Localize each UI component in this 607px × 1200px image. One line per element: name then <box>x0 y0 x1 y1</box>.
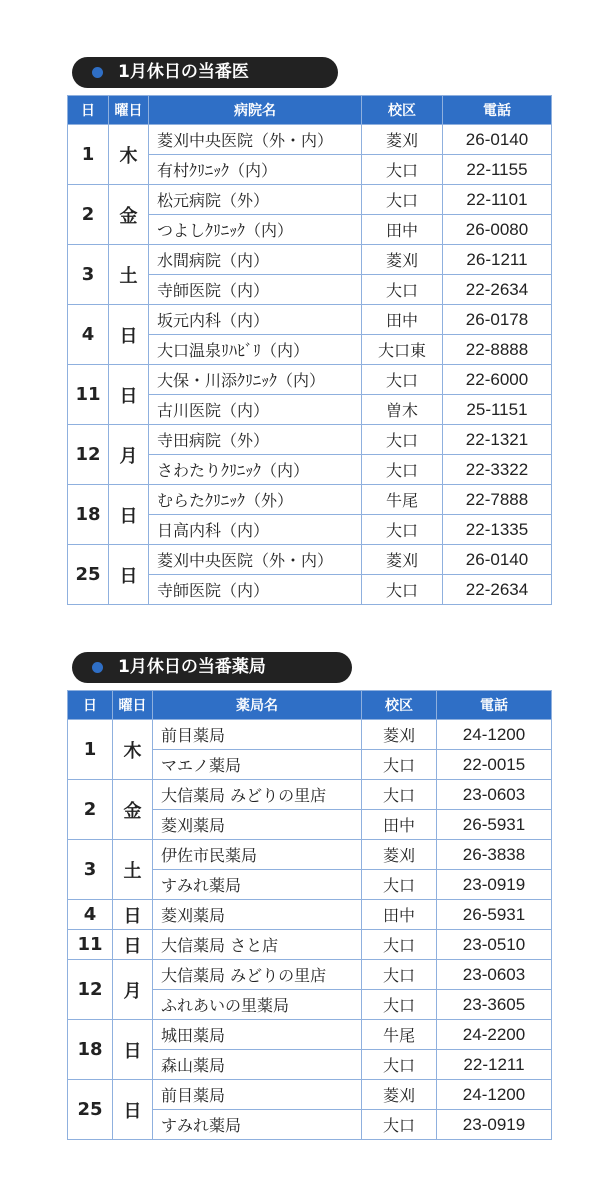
day-cell: 11 <box>68 365 109 425</box>
name-cell: 水間病院（内） <box>149 245 362 275</box>
name-cell: 寺師医院（内） <box>149 575 362 605</box>
phone-cell: 22-3322 <box>443 455 552 485</box>
weekday-cell: 日 <box>113 900 153 930</box>
district-cell: 菱刈 <box>362 1080 437 1110</box>
phone-cell: 23-0919 <box>437 1110 552 1140</box>
table-row <box>68 545 552 575</box>
phone-cell: 26-0140 <box>443 545 552 575</box>
weekday-cell: 土 <box>109 245 149 305</box>
header-day: 日 <box>68 96 109 125</box>
phone-cell: 22-1335 <box>443 515 552 545</box>
phone-cell: 23-0603 <box>437 780 552 810</box>
district-cell: 大口 <box>362 515 443 545</box>
table-row <box>68 1080 552 1110</box>
day-cell: 18 <box>68 1020 113 1080</box>
day-cell: 12 <box>68 960 113 1020</box>
weekday-cell: 月 <box>109 425 149 485</box>
district-cell: 菱刈 <box>362 545 443 575</box>
name-cell: マエノ薬局 <box>153 750 362 780</box>
phone-cell: 26-0080 <box>443 215 552 245</box>
table-row <box>68 485 552 515</box>
district-cell: 田中 <box>362 305 443 335</box>
district-cell: 大口 <box>362 870 437 900</box>
name-cell: 前目薬局 <box>153 720 362 750</box>
header-day: 日 <box>68 691 113 720</box>
name-cell: 菱刈中央医院（外・内） <box>149 545 362 575</box>
header-district: 校区 <box>362 691 437 720</box>
district-cell: 田中 <box>362 810 437 840</box>
phone-cell: 23-3605 <box>437 990 552 1020</box>
name-cell: 大保・川添ｸﾘﾆｯｸ（内） <box>149 365 362 395</box>
day-cell: 12 <box>68 425 109 485</box>
district-cell: 大口 <box>362 185 443 215</box>
phone-cell: 23-0603 <box>437 960 552 990</box>
name-cell: 前目薬局 <box>153 1080 362 1110</box>
name-cell: 大信薬局 みどりの里店 <box>153 780 362 810</box>
name-cell: 大信薬局 さと店 <box>153 930 362 960</box>
day-cell: 2 <box>68 185 109 245</box>
header-name: 病院名 <box>149 96 362 125</box>
phone-cell: 22-1211 <box>437 1050 552 1080</box>
name-cell: すみれ薬局 <box>153 1110 362 1140</box>
name-cell: むらたｸﾘﾆｯｸ（外） <box>149 485 362 515</box>
district-cell: 大口 <box>362 960 437 990</box>
phone-cell: 24-2200 <box>437 1020 552 1050</box>
weekday-cell: 土 <box>113 840 153 900</box>
table-row <box>68 245 552 275</box>
district-cell: 大口 <box>362 425 443 455</box>
weekday-cell: 日 <box>113 1020 153 1080</box>
district-cell: 大口 <box>362 575 443 605</box>
phone-cell: 22-1101 <box>443 185 552 215</box>
table-row <box>68 305 552 335</box>
phone-cell: 23-0510 <box>437 930 552 960</box>
table-row <box>68 365 552 395</box>
name-cell: 日高内科（内） <box>149 515 362 545</box>
district-cell: 田中 <box>362 215 443 245</box>
phone-cell: 22-1321 <box>443 425 552 455</box>
header-weekday: 曜日 <box>113 691 153 720</box>
district-cell: 菱刈 <box>362 840 437 870</box>
phone-cell: 23-0919 <box>437 870 552 900</box>
district-cell: 大口 <box>362 365 443 395</box>
phone-cell: 22-8888 <box>443 335 552 365</box>
name-cell: 松元病院（外） <box>149 185 362 215</box>
pharmacy-section-title <box>72 652 352 683</box>
phone-cell: 22-2634 <box>443 575 552 605</box>
name-cell: つよしｸﾘﾆｯｸ（内） <box>149 215 362 245</box>
phone-cell: 22-6000 <box>443 365 552 395</box>
bullet-icon <box>92 662 103 673</box>
bullet-icon <box>92 67 103 78</box>
name-cell: 大信薬局 みどりの里店 <box>153 960 362 990</box>
table-header-row <box>68 691 552 720</box>
district-cell: 大口 <box>362 455 443 485</box>
table-header-row <box>68 96 552 125</box>
day-cell: 4 <box>68 900 113 930</box>
day-cell: 18 <box>68 485 109 545</box>
weekday-cell: 日 <box>113 1080 153 1140</box>
day-cell: 3 <box>68 840 113 900</box>
name-cell: 有村ｸﾘﾆｯｸ（内） <box>149 155 362 185</box>
table-row <box>68 720 552 750</box>
name-cell: 伊佐市民薬局 <box>153 840 362 870</box>
phone-cell: 26-0140 <box>443 125 552 155</box>
phone-cell: 22-0015 <box>437 750 552 780</box>
table-row <box>68 780 552 810</box>
weekday-cell: 日 <box>109 485 149 545</box>
doctor-section-title-text: 1月休日の当番医 <box>118 62 249 82</box>
name-cell: 坂元内科（内） <box>149 305 362 335</box>
name-cell: 菱刈薬局 <box>153 810 362 840</box>
district-cell: 大口 <box>362 275 443 305</box>
phone-cell: 24-1200 <box>437 1080 552 1110</box>
phone-cell: 26-0178 <box>443 305 552 335</box>
phone-cell: 25-1151 <box>443 395 552 425</box>
weekday-cell: 日 <box>109 545 149 605</box>
table-row <box>68 425 552 455</box>
name-cell: ふれあいの里薬局 <box>153 990 362 1020</box>
phone-cell: 22-7888 <box>443 485 552 515</box>
name-cell: 菱刈中央医院（外・内） <box>149 125 362 155</box>
table-row <box>68 1020 552 1050</box>
district-cell: 大口 <box>362 1050 437 1080</box>
district-cell: 曽木 <box>362 395 443 425</box>
name-cell: 森山薬局 <box>153 1050 362 1080</box>
weekday-cell: 日 <box>113 930 153 960</box>
district-cell: 菱刈 <box>362 245 443 275</box>
day-cell: 25 <box>68 1080 113 1140</box>
weekday-cell: 月 <box>113 960 153 1020</box>
name-cell: さわたりｸﾘﾆｯｸ（内） <box>149 455 362 485</box>
phone-cell: 26-5931 <box>437 900 552 930</box>
weekday-cell: 木 <box>109 125 149 185</box>
weekday-cell: 木 <box>113 720 153 780</box>
doctor-table <box>67 95 552 605</box>
pharmacy-table <box>67 690 552 1140</box>
header-weekday: 曜日 <box>109 96 149 125</box>
pharmacy-section-title-text: 1月休日の当番薬局 <box>118 657 266 677</box>
table-row <box>68 930 552 960</box>
table-row <box>68 125 552 155</box>
name-cell: 寺田病院（外） <box>149 425 362 455</box>
district-cell: 大口 <box>362 780 437 810</box>
doctor-section-title <box>72 57 338 88</box>
district-cell: 大口 <box>362 1110 437 1140</box>
day-cell: 3 <box>68 245 109 305</box>
day-cell: 2 <box>68 780 113 840</box>
name-cell: 寺師医院（内） <box>149 275 362 305</box>
name-cell: すみれ薬局 <box>153 870 362 900</box>
table-row <box>68 900 552 930</box>
weekday-cell: 金 <box>109 185 149 245</box>
header-district: 校区 <box>362 96 443 125</box>
day-cell: 25 <box>68 545 109 605</box>
day-cell: 4 <box>68 305 109 365</box>
phone-cell: 26-1211 <box>443 245 552 275</box>
weekday-cell: 日 <box>109 365 149 425</box>
table-row <box>68 840 552 870</box>
day-cell: 1 <box>68 125 109 185</box>
district-cell: 大口東 <box>362 335 443 365</box>
table-row <box>68 960 552 990</box>
table-row <box>68 185 552 215</box>
district-cell: 牛尾 <box>362 1020 437 1050</box>
name-cell: 菱刈薬局 <box>153 900 362 930</box>
district-cell: 大口 <box>362 930 437 960</box>
district-cell: 菱刈 <box>362 125 443 155</box>
phone-cell: 26-3838 <box>437 840 552 870</box>
phone-cell: 26-5931 <box>437 810 552 840</box>
phone-cell: 22-2634 <box>443 275 552 305</box>
header-name: 薬局名 <box>153 691 362 720</box>
district-cell: 大口 <box>362 750 437 780</box>
district-cell: 田中 <box>362 900 437 930</box>
header-phone: 電話 <box>437 691 552 720</box>
district-cell: 大口 <box>362 155 443 185</box>
district-cell: 牛尾 <box>362 485 443 515</box>
name-cell: 大口温泉ﾘﾊﾋﾞﾘ（内） <box>149 335 362 365</box>
phone-cell: 22-1155 <box>443 155 552 185</box>
district-cell: 大口 <box>362 990 437 1020</box>
district-cell: 菱刈 <box>362 720 437 750</box>
name-cell: 城田薬局 <box>153 1020 362 1050</box>
phone-cell: 24-1200 <box>437 720 552 750</box>
day-cell: 11 <box>68 930 113 960</box>
weekday-cell: 日 <box>109 305 149 365</box>
header-phone: 電話 <box>443 96 552 125</box>
day-cell: 1 <box>68 720 113 780</box>
name-cell: 古川医院（内） <box>149 395 362 425</box>
weekday-cell: 金 <box>113 780 153 840</box>
